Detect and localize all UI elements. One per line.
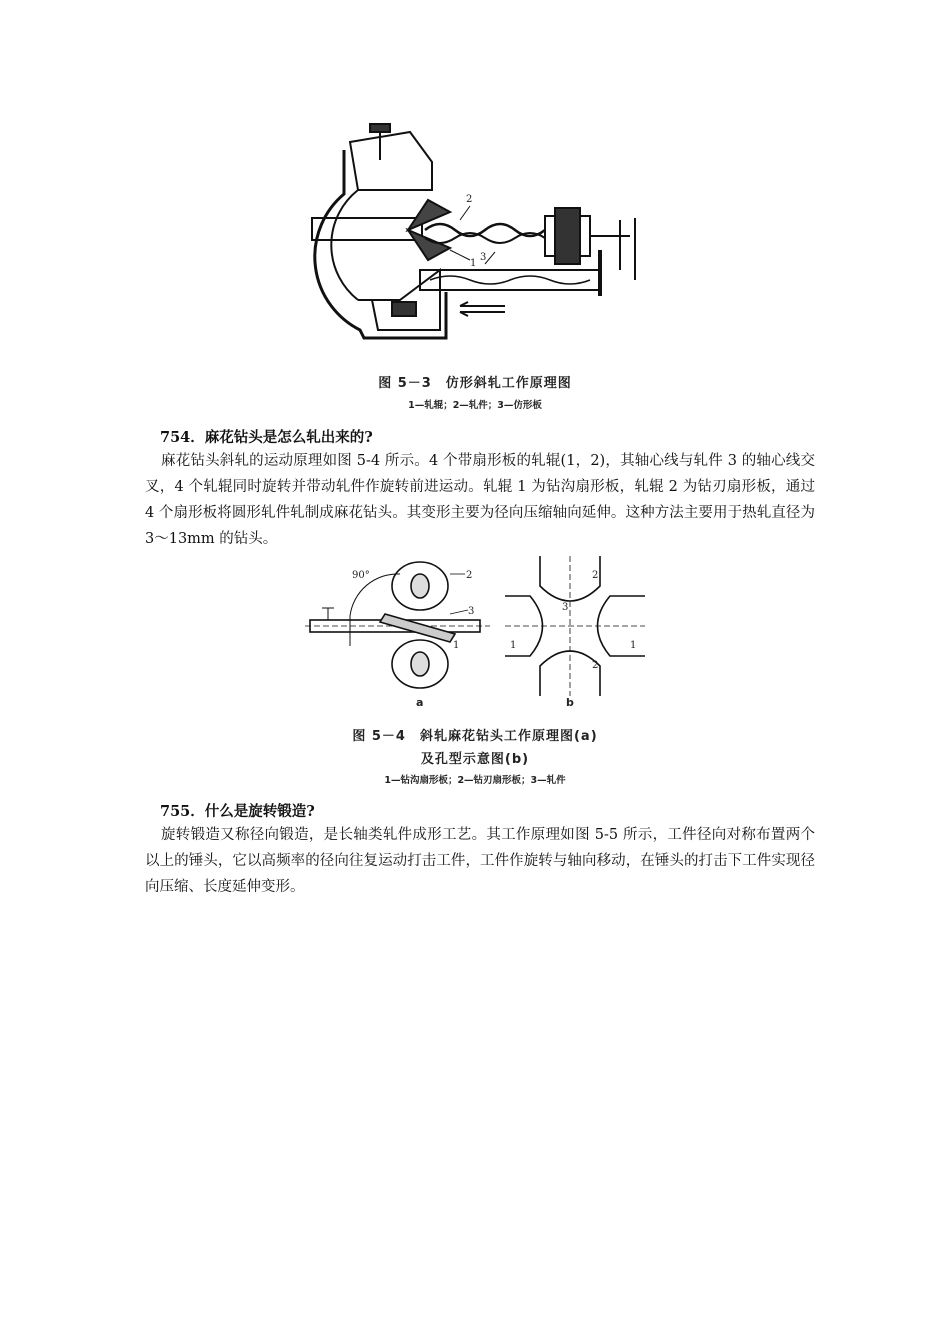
fig-5-4-b-label-1-right: 1 [630,640,637,651]
housing-arc [331,190,358,300]
fig-5-4-b-label-2-top: 2 [592,570,599,581]
fig-5-4-b-label-2-bottom: 2 [592,660,599,671]
fig-5-4-a-label-2: 2 [466,570,473,581]
housing-top [350,132,432,190]
fig-5-4-b-label-1-left: 1 [510,640,517,651]
fig-5-4-panel-b-label: b [566,696,574,708]
question-755-heading: 755．什么是旋转锻造? [160,803,315,820]
fig-5-4-angle-label: 90° [352,570,370,581]
figure-5-4-legend: 1—钻沟扇形板；2—钻刃扇形板；3—轧件 [384,775,566,786]
fig-5-4-panel-a-label: a [416,696,424,708]
figure-5-3-diagram [300,120,645,350]
question-754-heading: 754．麻花钻头是怎么轧出来的? [160,429,373,446]
workpiece-a [380,614,455,642]
figure-5-3-caption: 图 5－3 仿形斜轧工作原理图 [378,376,572,391]
question-755-body: 旋转锻造又称径向锻造，是长轴类轧件成形工艺。其工作原理如图 5-5 所示，工件径向对称布置两个以上的锤头，它以高频率的径向往复运动打击工件，工件作旋转与轴向移动，在锤头的打击下工件实现径向压缩、长度延伸变形。 [145,827,815,895]
figure-5-4-caption-line1: 图 5－4 斜轧麻花钻头工作原理图(a) [352,729,598,744]
fig-5-4-a-label-3: 3 [468,606,475,617]
housing-bottom [358,270,440,330]
question-754-body: 麻花钻头斜轧的运动原理如图 5-4 所示。4 个带扇形板的轧辊(1，2)，其轴心线与轧件 3 的轴心线交叉，4 个轧辊同时旋转并带动轧件作旋转前进运动。轧辊 1 为钻沟扇形板，轧辊 2 为钻刃扇形板，通过 4 个扇形板将圆形轧件轧制成麻花钻头。其变形主要为径向压缩轴向延伸。这种方法主要用于热轧直径为 3～13mm 的钻头。 [145,453,815,547]
fig-5-4-a-label-1: 1 [453,640,460,651]
fig-5-3-label-3: 3 [480,252,487,263]
figure-5-3-svg [300,120,645,350]
figure-5-4-diagram [300,556,650,708]
shaft [312,218,422,240]
figure-5-3-legend: 1—轧辊；2—轧件；3—仿形板 [408,400,542,411]
fig-5-3-label-2: 2 [466,194,473,205]
roll-lower [408,230,450,260]
figure-5-4-svg [300,556,650,708]
fig-5-4-b-label-3: 3 [562,602,569,613]
fig-5-3-label-1: 1 [470,258,477,269]
figure-5-4-caption-line2: 及孔型示意图(b) [420,752,530,767]
